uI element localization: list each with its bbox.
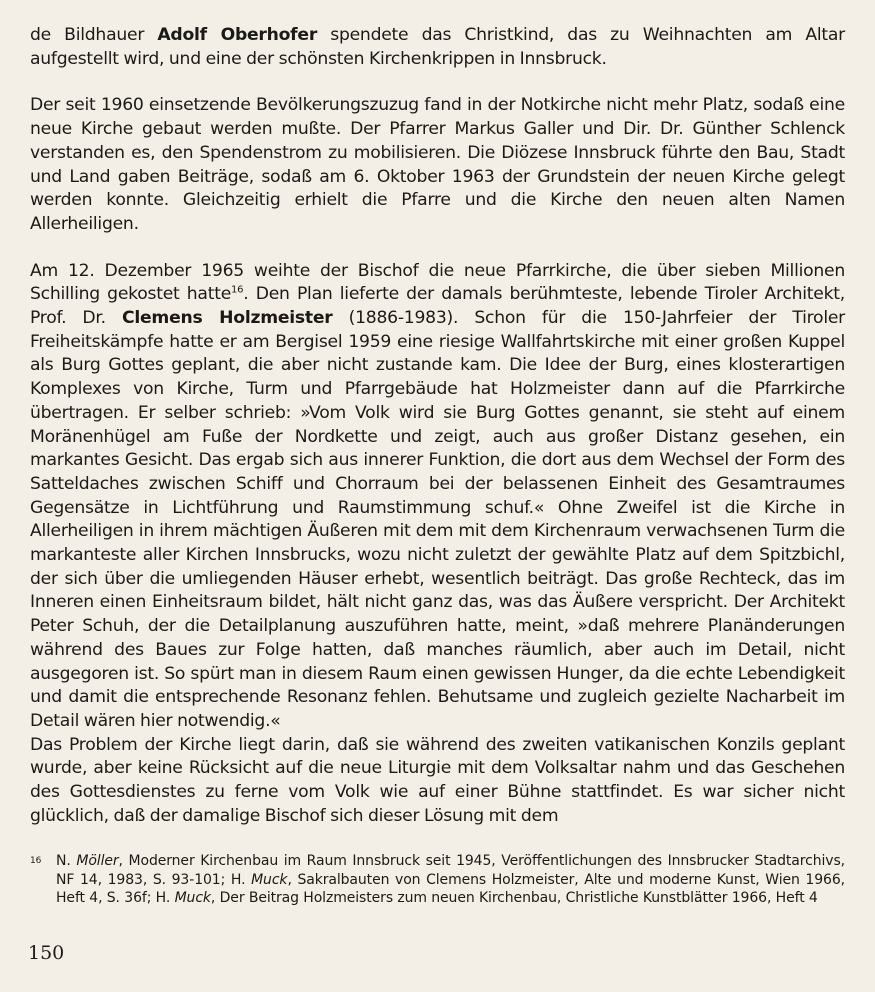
footnote — [30, 852, 845, 908]
paragraph-2: Der seit 1960 einsetzende Bevölkerungszuzug fand in der Notkirche nicht mehr Platz, sodaß eine neue Kirche gebaut werden mußte. Der Pfarrer Markus Galler und Dir. Dr. Günther Schlenck verstanden es, den Spendenstrom zu mobilisieren. Die Diözese Innsbruck führte den Bau, Stadt und Land gaben Beiträge, sodaß am 6. Oktober 1963 der Grundstein der neuen Kirche gelegt werden konnte. Gleichzeitig erhielt die Pfarre und die Kirche den neuen alten Namen Allerheiligen. — [30, 95, 845, 234]
footnote-number: 16 — [30, 856, 42, 866]
page-body — [30, 24, 845, 829]
footnote-author: Muck — [251, 871, 288, 888]
paragraph-1-text-start: de Bildhauer — [30, 25, 158, 45]
paragraph-3-text-end: (1886-1983). Schon für die 150-Jahrfeier der Tiroler Freiheitskämpfe hatte er am Bergisel 1959 eine riesige Wallfahrtskirche mit einer großen Kuppel als Burg Gottes geplant, die aber nicht zustande kam. Die Idee der Burg, eines klosterartigen Komplexes von Kirche, Turm und Pfarrgebäude hat Holzmeister dann auf die Pfarrkirche übertragen. Er selber schrieb: »Vom Volk wird sie Burg Gottes genannt, sie steht auf einem Moränenhügel am Fuße der Nordkette und zeigt, auch aus großer Distanz gesehen, ein markantes Gesicht. Das ergab sich aus innerer Funktion, die dort aus dem Wechsel der Form des Satteldaches zwischen Schiff und Chorraum bei der belassenen Einheit des Gesamtraumes Gegensätze in Lichtführung und Raumstimmung schuf.« Ohne Zweifel ist die Kirche in Allerheiligen in ihrem mächtigen Äußeren mit dem mit dem Kirchenraum verwachsenen Turm die markanteste aller Kirchen Innsbrucks, wozu nicht zuletzt der gewählte Platz auf dem Spitzbichl, der sich über die umliegenden Häuser erhebt, wesentlich beiträgt. Das große Rechteck, das im Inneren einen Einheitsraum bildet, hält nicht ganz das, was das Äußere verspricht. Der Architekt Peter Schuh, der die Detailplanung auszuführen hatte, meint, »daß mehrere Planänderungen während des Baues zur Folge hatten, daß manches räumlich, aber auch im Detail, nicht ausgegoren ist. So spürt man in diesem Raum einen gewissen Hunger, da die echte Lebendigkeit und damit die entsprechende Resonanz fehlen. Behutsame und zugleich gezielte Nacharbeit im Detail wären hier notwendig.« — [30, 308, 845, 731]
paragraph-1-text-end: spendete das Christkind, das zu Weihnachten am Altar aufgestellt wird, und eine der schönsten Kirchenkrippen in Innsbruck. — [30, 25, 845, 69]
name-clemens-holzmeister: Clemens Holzmeister — [122, 308, 333, 329]
footnote-part: N. — [56, 853, 77, 869]
footnote-part: , Moderner Kirchenbau im Raum Innsbruck seit 1945, Veröffentlichungen des Innsbrucker Stadtarchivs, NF 14, 1983, S. 93-101; H. — [56, 853, 845, 888]
paragraph-1 — [30, 24, 845, 71]
page-number: 150 — [28, 942, 65, 964]
name-adolf-oberhofer: Adolf Oberhofer — [157, 25, 318, 45]
footnote-part: , Sakralbauten von Clemens Holzmeister, Alte und moderne Kunst, Wien 1966, Heft 4, S. 36f; H. — [56, 871, 845, 907]
footnote-part: , Der Beitrag Holzmeisters zum neuen Kirchenbau, Christliche Kunstblätter 1966, Heft 4 — [210, 890, 818, 907]
paragraph-3-text-mid: . Den Plan lieferte der damals berühmteste, lebende Tiroler Architekt, Prof. Dr. — [30, 284, 845, 329]
footnote-author: Möller — [76, 853, 119, 869]
paragraph-3 — [30, 260, 845, 734]
footnote-text — [56, 852, 845, 908]
paragraph-3-text-start: Am 12. Dezember 1965 weihte der Bischof die neue Pfarrkirche, die über sieben Millionen Schilling gekostet hatte — [30, 260, 845, 305]
paragraph-4: Das Problem der Kirche liegt darin, daß sie während des zweiten vatikanischen Konzils geplant wurde, aber keine Rücksicht auf die neue Liturgie mit dem Volksaltar nahm und das Geschehen des Gottesdienstes zu ferne vom Volk wie auf einer Bühne stattfindet. Es war sicher nicht glücklich, daß der damalige Bischof sich dieser Lösung mit dem — [30, 734, 845, 826]
footnote-reference: 16 — [231, 284, 244, 296]
footnote-author: Muck — [174, 890, 211, 907]
